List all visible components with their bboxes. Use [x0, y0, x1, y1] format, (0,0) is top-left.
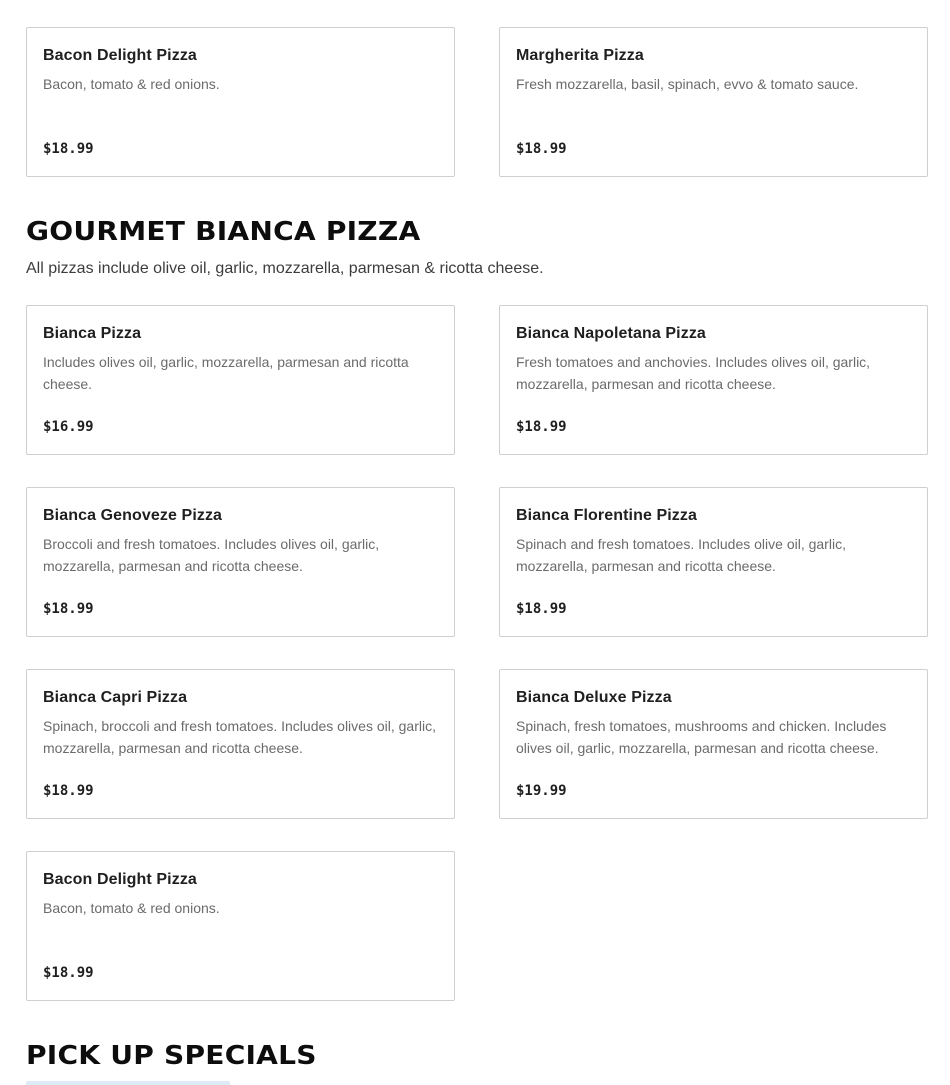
menu-item-name: Bianca Deluxe Pizza: [516, 689, 672, 706]
menu-item-price: $18.99: [516, 419, 567, 435]
menu-item-name: Bianca Capri Pizza: [43, 689, 188, 706]
menu-item-name: Bianca Florentine Pizza: [516, 507, 698, 524]
menu-item-name: Bianca Pizza: [43, 325, 142, 342]
menu-item-card[interactable]: [499, 487, 928, 637]
section-title-pickup-specials: PICK UP SPECIALS: [26, 1041, 317, 1071]
menu-item-card[interactable]: [499, 27, 928, 177]
menu-item-card[interactable]: [26, 27, 455, 177]
menu-item-description: Includes olives oil, garlic, mozzarella, parmesan and ricotta cheese.: [43, 354, 409, 392]
pickup-specials-tab-strip[interactable]: [26, 1081, 230, 1085]
menu-item-card[interactable]: [26, 851, 455, 1001]
menu-item-price: $18.99: [516, 601, 567, 617]
menu-item-card[interactable]: [26, 305, 455, 455]
menu-item-description: Fresh mozzarella, basil, spinach, evvo & tomato sauce.: [516, 76, 859, 92]
menu-item-card[interactable]: [26, 669, 455, 819]
menu-item-price: $18.99: [43, 141, 94, 157]
menu-item-description: Bacon, tomato & red onions.: [43, 900, 220, 916]
menu-item-name: Bacon Delight Pizza: [43, 871, 197, 888]
section-title-gourmet-bianca: GOURMET BIANCA PIZZA: [26, 217, 421, 247]
menu-item-price: $18.99: [43, 965, 94, 981]
menu-item-price: $18.99: [43, 783, 94, 799]
menu-item-price: $19.99: [516, 783, 567, 799]
menu-item-description: Broccoli and fresh tomatoes. Includes olives oil, garlic, mozzarella, parmesan and ricotta cheese.: [43, 536, 380, 574]
menu-item-name: Bianca Napoletana Pizza: [516, 325, 706, 342]
menu-item-description: Spinach and fresh tomatoes. Includes olive oil, garlic, mozzarella, parmesan and ricotta cheese.: [516, 536, 846, 574]
menu-item-name: Bacon Delight Pizza: [43, 47, 197, 64]
menu-item-price: $18.99: [43, 601, 94, 617]
menu-item-name: Bianca Genoveze Pizza: [43, 507, 223, 524]
section-subtitle: All pizzas include olive oil, garlic, mozzarella, parmesan & ricotta cheese.: [26, 260, 544, 277]
menu-item-card[interactable]: [26, 487, 455, 637]
menu-item-card[interactable]: [499, 305, 928, 455]
menu-item-description: Fresh tomatoes and anchovies. Includes olives oil, garlic, mozzarella, parmesan and ricotta cheese.: [516, 354, 871, 392]
menu-item-card[interactable]: [499, 669, 928, 819]
menu-item-description: Spinach, fresh tomatoes, mushrooms and chicken. Includes olives oil, garlic, mozzarella, parmesan and ricotta cheese.: [516, 718, 887, 756]
menu-item-price: $16.99: [43, 419, 94, 435]
menu-item-name: Margherita Pizza: [516, 47, 644, 64]
menu-item-price: $18.99: [516, 141, 567, 157]
menu-item-description: Spinach, broccoli and fresh tomatoes. Includes olives oil, garlic, mozzarella, parmesan and ricotta cheese.: [43, 718, 436, 756]
menu-item-description: Bacon, tomato & red onions.: [43, 76, 220, 92]
